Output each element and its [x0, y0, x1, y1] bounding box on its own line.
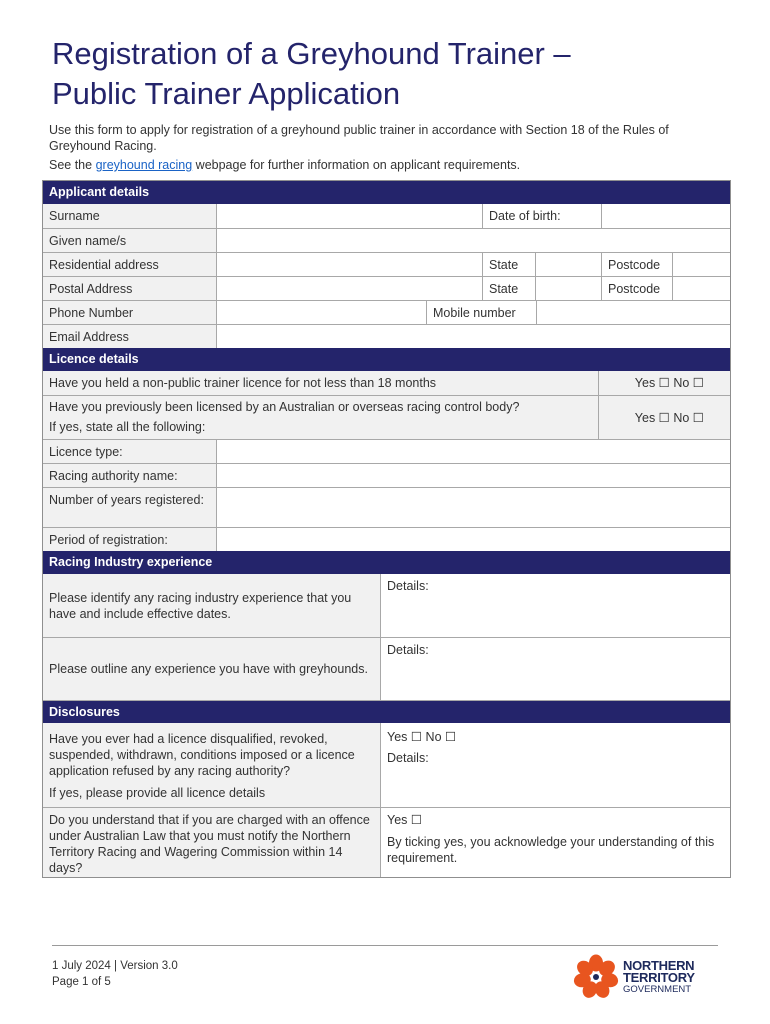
- section-racing-experience: Racing Industry experience: [43, 551, 730, 574]
- period-row: [43, 527, 730, 551]
- greyhound-racing-link[interactable]: greyhound racing: [95, 158, 193, 172]
- period-label: Period of registration:: [43, 528, 216, 551]
- authority-row: [43, 463, 730, 487]
- title-line-2: Public Trainer Application: [52, 76, 401, 111]
- experience-q1-row: [43, 574, 730, 637]
- footer-version: 1 July 2024 | Version 3.0: [52, 960, 178, 972]
- licence-type-field[interactable]: [216, 440, 730, 463]
- dob-label: Date of birth:: [482, 204, 601, 228]
- mobile-label: Mobile number: [426, 301, 536, 324]
- postal-state-label: State: [482, 277, 535, 300]
- logo-wordmark: [623, 960, 695, 996]
- surname-field[interactable]: [216, 204, 482, 228]
- disclosure-q1-question: Have you ever had a licence disqualified, revoked, suspended, withdrawn, conditions imposed or a licence application refused by any racing authority?: [49, 732, 355, 778]
- licence-q2-yes-no-checkbox[interactable]: Yes ☐ No ☐: [598, 396, 730, 439]
- authority-field[interactable]: [216, 464, 730, 487]
- phone-field[interactable]: [216, 301, 426, 324]
- experience-q2-label: Please outline any experience you have with greyhounds.: [43, 638, 380, 700]
- residential-label: Residential address: [43, 253, 216, 276]
- mobile-field[interactable]: [536, 301, 730, 324]
- licence-q2-label: [43, 396, 598, 439]
- phone-row: [43, 300, 730, 324]
- email-field[interactable]: [216, 325, 730, 348]
- experience-q2-row: [43, 637, 730, 700]
- disclosure-q2-label: Do you understand that if you are charged with an offence under Australian Law that you must notify the Northern Territory Racing and Wagering Commission within 14 days?: [43, 808, 380, 877]
- postal-field[interactable]: [216, 277, 482, 300]
- postal-postcode-label: Postcode: [601, 277, 672, 300]
- phone-label: Phone Number: [43, 301, 216, 324]
- nt-government-logo: [573, 954, 713, 1002]
- licence-type-row: [43, 439, 730, 463]
- email-label: Email Address: [43, 325, 216, 348]
- residential-state-field[interactable]: [535, 253, 601, 276]
- intro-text-after: webpage for further information on applicant requirements.: [192, 158, 521, 172]
- footer: [52, 958, 178, 990]
- email-row: [43, 324, 730, 348]
- intro-link-paragraph: [49, 157, 729, 173]
- section-applicant-details: Applicant details: [43, 181, 730, 204]
- disclosure-q2-yes-checkbox[interactable]: Yes ☐: [387, 813, 423, 827]
- years-field[interactable]: [216, 488, 730, 527]
- years-row: [43, 487, 730, 527]
- logo-line-3: GOVERNMENT: [623, 984, 692, 995]
- residential-postcode-field[interactable]: [672, 253, 730, 276]
- experience-q1-details[interactable]: Details:: [380, 574, 730, 637]
- disclosure-q2-acknowledgement: By ticking yes, you acknowledge your understanding of this requirement.: [387, 835, 715, 865]
- period-field[interactable]: [216, 528, 730, 551]
- licence-type-label: Licence type:: [43, 440, 216, 463]
- experience-q2-details[interactable]: Details:: [380, 638, 730, 700]
- licence-q2-line-1: Have you previously been licensed by an Australian or overseas racing control body?: [49, 400, 520, 414]
- disclosure-q1-yes-no-checkbox[interactable]: Yes ☐ No ☐: [387, 730, 457, 744]
- postal-label: Postal Address: [43, 277, 216, 300]
- residential-row: [43, 252, 730, 276]
- experience-q1-label: Please identify any racing industry experience that you have and include effective dates.: [43, 574, 380, 637]
- licence-q2-line-2: If yes, state all the following:: [49, 420, 206, 434]
- footer-page-number: Page 1 of 5: [52, 976, 111, 988]
- surname-row: [43, 204, 730, 228]
- application-form: [42, 180, 731, 878]
- postal-state-field[interactable]: [535, 277, 601, 300]
- footer-divider: [52, 945, 718, 946]
- section-licence-details: Licence details: [43, 348, 730, 371]
- licence-q2-row: [43, 395, 730, 439]
- dob-field[interactable]: [601, 204, 730, 228]
- postal-row: [43, 276, 730, 300]
- authority-label: Racing authority name:: [43, 464, 216, 487]
- disclosure-q2-answer: [380, 808, 730, 877]
- given-names-row: [43, 228, 730, 252]
- disclosure-q1-details[interactable]: Details:: [387, 751, 429, 765]
- postal-postcode-field[interactable]: [672, 277, 730, 300]
- intro-text-before: See the: [49, 158, 96, 172]
- disclosure-q1-answer: [380, 723, 730, 807]
- licence-q1-label: Have you held a non-public trainer licence for not less than 18 months: [43, 371, 598, 395]
- disclosure-q1-row: [43, 723, 730, 807]
- licence-q1-row: [43, 371, 730, 395]
- licence-q1-yes-no-checkbox[interactable]: Yes ☐ No ☐: [598, 371, 730, 395]
- intro-text: [49, 122, 729, 176]
- given-names-label: Given name/s: [43, 229, 216, 252]
- residential-field[interactable]: [216, 253, 482, 276]
- disclosure-q1-sub: If yes, please provide all licence details: [49, 786, 266, 800]
- years-label: Number of years registered:: [43, 488, 216, 527]
- disclosure-q2-row: [43, 807, 730, 877]
- given-names-field[interactable]: [216, 229, 730, 252]
- disclosure-q1-label: [43, 723, 380, 807]
- residential-state-label: State: [482, 253, 535, 276]
- residential-postcode-label: Postcode: [601, 253, 672, 276]
- section-disclosures: Disclosures: [43, 700, 730, 723]
- title-line-1: Registration of a Greyhound Trainer –: [52, 36, 571, 71]
- surname-label: Surname: [43, 204, 216, 228]
- page-title: [52, 34, 732, 114]
- desert-rose-icon: [573, 954, 619, 1000]
- logo-line-1: NORTHERN: [623, 958, 695, 973]
- intro-paragraph: Use this form to apply for registration of a greyhound public trainer in accordance with Section 18 of the Rules of Greyhound Racing.: [49, 123, 669, 153]
- logo-line-2: TERRITORY: [623, 970, 695, 985]
